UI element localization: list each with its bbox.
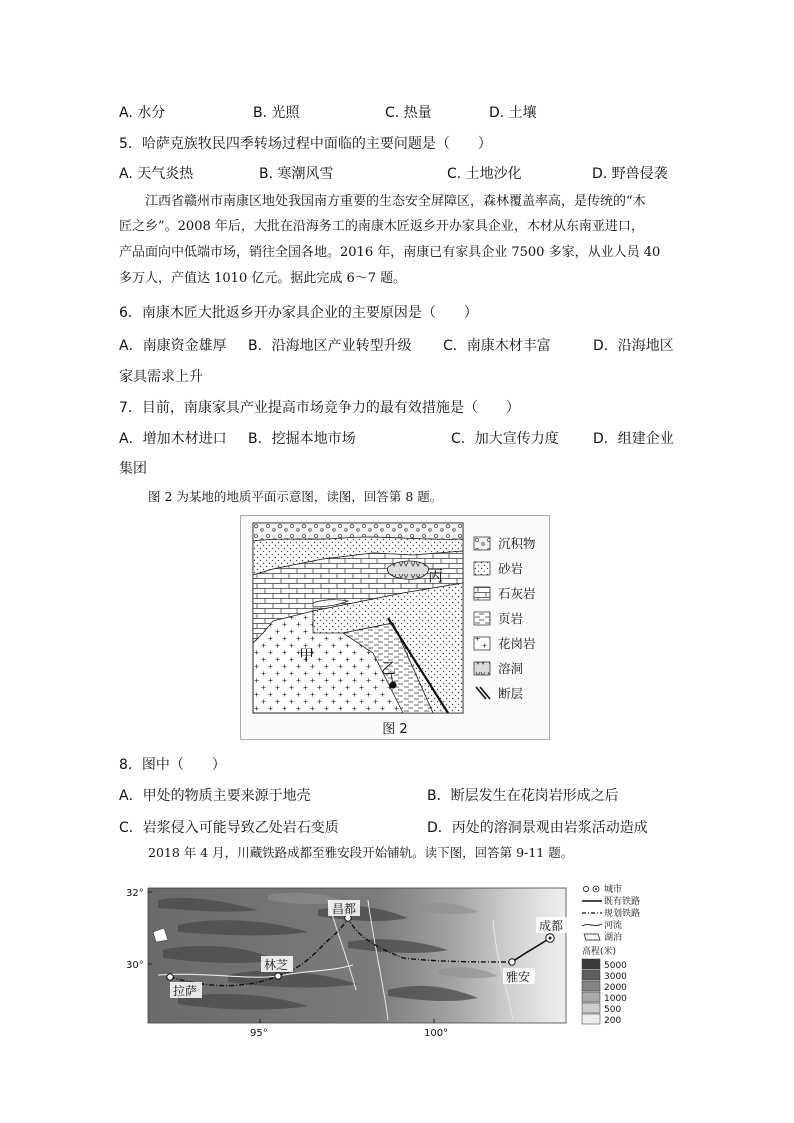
q7-option-a: A．增加木材进口 <box>119 431 227 447</box>
elevation-level-label: 5000 <box>604 961 627 971</box>
q5-option-c: C. 土地沙化 <box>447 166 522 182</box>
q5-option-b: B. 寒潮风雪 <box>259 166 334 182</box>
q7-stem: 7．目前，南康家具产业提高市场竞争力的最有效措施是（ ） <box>119 400 520 416</box>
passage-line: 产品面向中低端市场，销往全国各地。2016 年，南康已有家具企业 7500 多家，从业人员 40 <box>119 245 661 260</box>
passage-line: 多万人，产值达 1010 亿元。据此完成 6～7 题。 <box>119 271 407 286</box>
elevation-level-label: 500 <box>604 1005 622 1015</box>
figure-2-intro: 图 2 为某地的地质平面示意图，读图，回答第 8 题。 <box>148 489 443 504</box>
legend-city: 城市 <box>604 885 623 895</box>
city-icon <box>583 886 599 892</box>
q8-option-c: C．岩浆侵入可能导致乙处岩石变质 <box>119 820 339 836</box>
latitude-label: 30° <box>126 960 144 971</box>
q7-option-d-continued: 集团 <box>119 461 147 477</box>
label-bing: 丙 <box>428 567 444 585</box>
legend-cave: 溶洞 <box>498 661 524 676</box>
q8-option-d: D．丙处的溶洞景观由岩浆活动造成 <box>427 820 648 836</box>
label-yi: 乙 <box>381 659 397 677</box>
q5-option-a: A. 天气炎热 <box>119 166 194 182</box>
q8-stem: 8．图中（ ） <box>119 757 226 773</box>
city-label: 成都 <box>539 919 564 933</box>
q4-option-c: C. 热量 <box>385 105 432 121</box>
legend-granite: 花岗岩 <box>498 636 536 651</box>
q8-option-a: A．甲处的物质主要来源于地壳 <box>119 788 311 804</box>
elevation-swatch <box>582 992 600 1002</box>
city-label: 林芝 <box>264 958 289 972</box>
elevation-level-label: 3000 <box>604 972 627 982</box>
map-intro: 2018 年 4 月，川藏铁路成都至雅安段开始铺轨。读下图，回答第 9-11 题。 <box>148 845 574 860</box>
q4-option-a: A. 水分 <box>119 105 166 121</box>
q6-option-d: D．沿海地区 <box>593 338 674 354</box>
elevation-swatch <box>582 959 600 969</box>
elevation-level-label: 200 <box>604 1016 622 1026</box>
legend-sediment: 沉积物 <box>498 536 536 551</box>
city-label: 拉萨 <box>173 984 198 998</box>
geology-diagram <box>240 515 550 740</box>
elevation-level-label: 1000 <box>604 994 627 1004</box>
q7-option-c: C．加大宣传力度 <box>451 431 559 447</box>
longitude-label: 95° <box>250 1028 268 1038</box>
q6-option-c: C．南康木材丰富 <box>443 338 551 354</box>
q7-option-b: B．挖掘本地市场 <box>248 431 356 447</box>
q6-option-a: A．南康资金雄厚 <box>119 338 227 354</box>
q4-option-d: D. 土壤 <box>489 105 537 121</box>
legend-river: 河流 <box>604 921 623 931</box>
figure-2-caption: 图 2 <box>382 722 408 737</box>
legend-planned-railway: 规划铁路 <box>604 909 641 919</box>
city-label: 昌都 <box>332 902 357 916</box>
legend-limestone: 石灰岩 <box>498 586 536 601</box>
q4-option-b: B. 光照 <box>253 105 300 121</box>
elevation-swatch <box>582 970 600 980</box>
q5-option-d: D. 野兽侵袭 <box>592 166 668 182</box>
passage-line: 江西省赣州市南康区地处我国南方重要的生态安全屏障区，森林覆盖率高，是传统的“木 <box>145 194 646 209</box>
elevation-swatch <box>582 1014 600 1024</box>
q8-option-b: B．断层发生在花岗岩形成之后 <box>427 788 619 804</box>
q7-option-d: D．组建企业 <box>593 431 674 447</box>
city-label: 雅安 <box>506 970 531 984</box>
q6-stem: 6．南康木匠大批返乡开办家具企业的主要原因是（ ） <box>119 305 478 321</box>
elevation-level-label: 2000 <box>604 983 627 993</box>
label-jia: 甲 <box>299 646 315 664</box>
elevation-swatch <box>582 1003 600 1013</box>
passage-line: 匠之乡”。2008 年后，大批在沿海务工的南康木匠返乡开办家具企业，木材从东南亚进口， <box>119 219 644 234</box>
q5-stem: 5．哈萨克族牧民四季转场过程中面临的主要问题是（ ） <box>119 136 492 152</box>
legend-lake: 湖泊 <box>604 933 623 943</box>
q6-option-b: B．沿海地区产业转型升级 <box>248 338 412 354</box>
legend-shale: 页岩 <box>498 611 524 626</box>
legend-fault: 断层 <box>498 686 524 701</box>
q6-option-d-continued: 家具需求上升 <box>119 369 203 385</box>
latitude-label: 32° <box>126 888 144 899</box>
longitude-label: 100° <box>424 1028 449 1038</box>
elevation-legend-title: 高程(米) <box>582 947 617 957</box>
elevation-swatch <box>582 981 600 991</box>
legend-sandstone: 砂岩 <box>498 561 524 576</box>
sichuan-tibet-railway-map <box>118 880 658 1038</box>
legend-existing-railway: 既有铁路 <box>604 897 641 907</box>
